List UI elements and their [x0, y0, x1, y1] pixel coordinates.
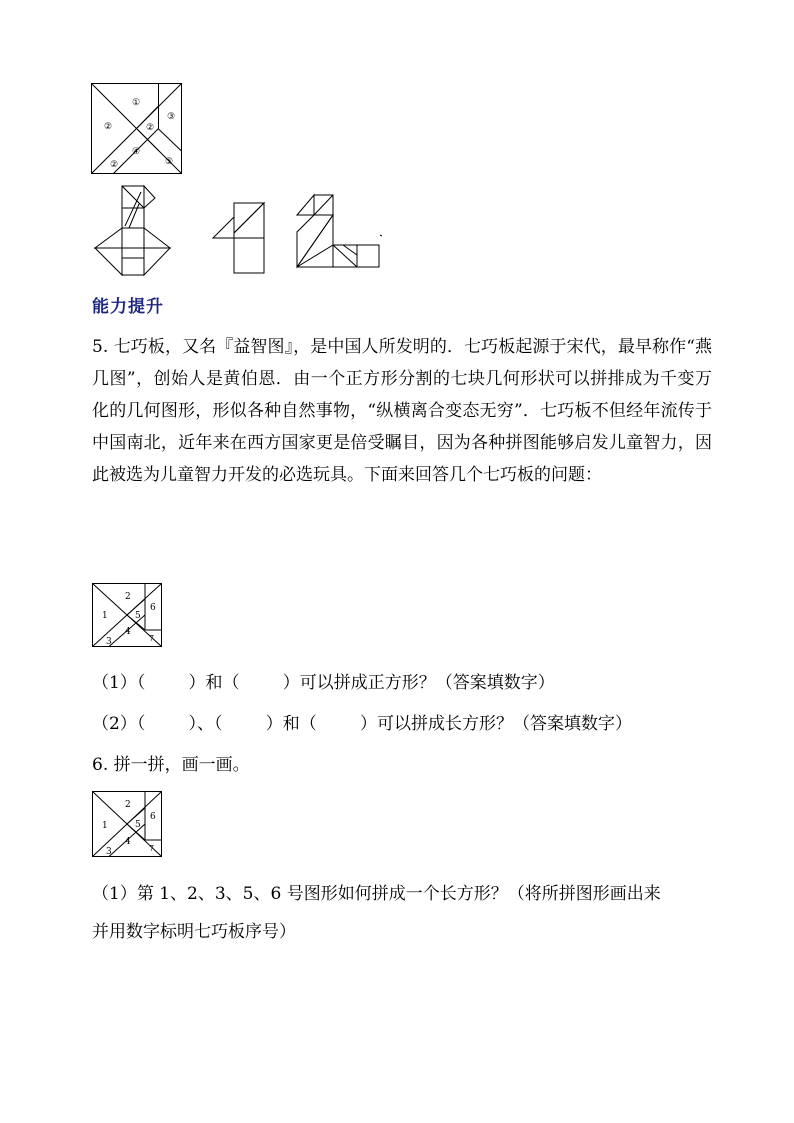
- piece-label-1: 1: [102, 821, 108, 831]
- tangram-label: ①: [132, 98, 141, 108]
- question-6-sub-1-line-1: （1）第 1、2、3、5、6 号图形如何拼成一个长方形？（将所拼图形画出来: [92, 884, 661, 904]
- tangram-figure-3: [297, 195, 385, 270]
- tangram-diagram-circled: [91, 83, 183, 175]
- tangram-label: ③: [167, 112, 176, 122]
- tangram-figure-2: [213, 203, 273, 275]
- question-5-text: 5. 七巧板，又名『益智图』，是中国人所发明的．七巧板起源于宋代，最早称作“燕几图”，创始人是黄伯恩．由一个正方形分割的七块几何形状可以拼排成为千变万化的几何图形，形似各种自然事物，“纵横离合变态无穷”．七巧板不但经年流传于中国南北，近年来在西方国家更是倍受瞩目，因为各种拼图能够启发儿童智力，因此被选为儿童智力开发的必选玩具。下面来回答几个七巧板的问题：: [92, 337, 712, 485]
- piece-label-1: 1: [102, 611, 108, 621]
- piece-label-2: 2: [125, 800, 131, 810]
- tangram-label: ④: [132, 147, 141, 157]
- piece-label-7: 7: [149, 634, 155, 643]
- question-5-sub-1: （1）（ ）和（ ）可以拼成正方形？（答案填数字）: [92, 673, 555, 693]
- tangram-diagram-numbered-q6: [92, 791, 164, 857]
- piece-label-6: 6: [150, 603, 156, 613]
- piece-label-3: 3: [106, 847, 112, 857]
- tangram-label: ⑤: [165, 157, 174, 167]
- section-heading: 能力提升: [92, 297, 164, 317]
- tangram-label: ②: [146, 123, 155, 133]
- tangram-label: ②: [104, 122, 113, 132]
- piece-label-5: 5: [135, 611, 141, 621]
- tangram-figure-1: [95, 186, 185, 276]
- tangram-label: ②: [110, 160, 119, 170]
- piece-label-3: 3: [106, 637, 112, 647]
- question-6-sub-1-line-2: 并用数字标明七巧板序号）: [92, 922, 296, 942]
- tangram-diagram-numbered-q5: [92, 583, 164, 647]
- piece-label-5: 5: [135, 820, 141, 830]
- piece-label-2: 2: [125, 592, 131, 602]
- piece-label-4: 4: [125, 837, 131, 847]
- question-6-title: 6. 拼一拼，画一画。: [92, 755, 250, 775]
- piece-label-4: 4: [125, 627, 131, 637]
- question-5-sub-2: （2）（ ）、（ ）和（ ）可以拼成长方形？（答案填数字）: [92, 714, 633, 734]
- piece-label-7: 7: [149, 844, 155, 853]
- piece-label-6: 6: [150, 812, 156, 822]
